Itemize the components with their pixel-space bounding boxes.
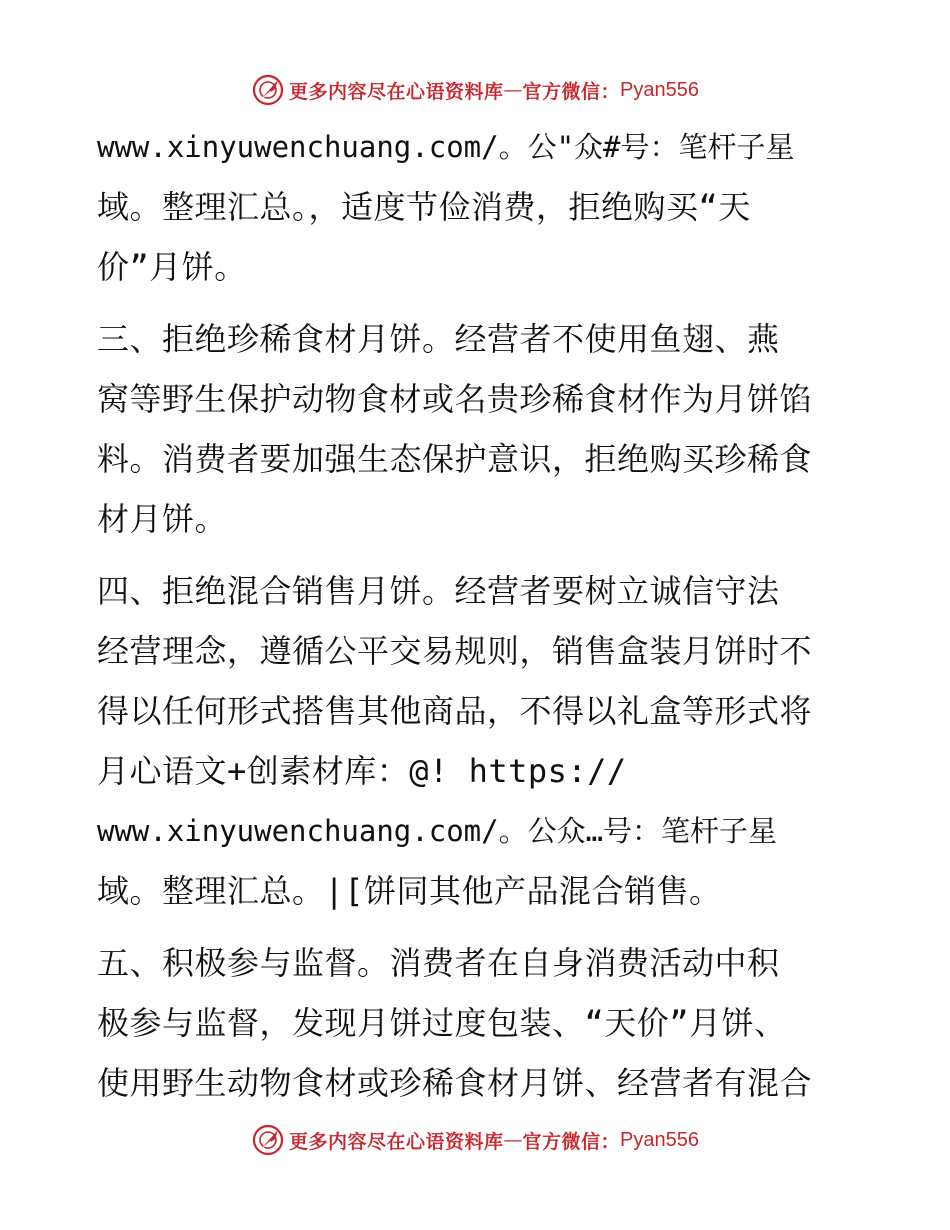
- text-line: 五、积极参与监督。消费者在自身消费活动中积: [97, 944, 780, 982]
- document-body: [97, 117, 857, 1113]
- banner-wechat-id: Pyan556: [620, 78, 699, 101]
- text-line: 域。整理汇总。|[饼同其他产品混合销售。: [97, 872, 722, 910]
- text-line: 价”月饼。: [97, 248, 247, 286]
- banner-slogan: 更多内容尽在心语资料库: [289, 1130, 504, 1153]
- footer-watermark-banner: [0, 1120, 950, 1160]
- text-line: 极参与监督，发现月饼过度包装、“天价”月饼、: [97, 1004, 787, 1042]
- text-line: www.xinyuwenchuang.com/。公众…号：笔杆子星: [97, 814, 778, 848]
- text-line: 得以任何形式搭售其他商品，不得以礼盒等形式将: [97, 692, 813, 730]
- quill-logo-icon: [251, 73, 285, 107]
- text-line: www.xinyuwenchuang.com/。公"众#号：笔杆子星: [97, 130, 795, 164]
- banner-wechat-id: Pyan556: [620, 1128, 699, 1151]
- banner-separator: —: [503, 1129, 523, 1151]
- paragraph-three: [97, 309, 857, 549]
- text-line: 四、拒绝混合销售月饼。经营者要树立诚信守法: [97, 572, 780, 610]
- text-line: 使用野生动物食材或珍稀食材月饼、经营者有混合: [97, 1064, 813, 1102]
- text-line: 月心语文+创素材库：@! https://: [97, 752, 627, 790]
- text-line: 域。整理汇总。，适度节俭消费，拒绝购买“天: [97, 188, 751, 226]
- banner-label: 官方微信：: [522, 1130, 621, 1153]
- paragraph-five: [97, 933, 857, 1113]
- text-line: 窝等野生保护动物食材或名贵珍稀食材作为月饼馅: [97, 380, 813, 418]
- text-line: 料。消费者要加强生态保护意识，拒绝购买珍稀食: [97, 440, 813, 478]
- paragraph-four: [97, 561, 857, 921]
- header-watermark-banner: [0, 70, 950, 110]
- paragraph-continuation: [97, 117, 857, 297]
- banner-label: 官方微信：: [522, 80, 621, 103]
- quill-logo-icon: [251, 1123, 285, 1157]
- banner-slogan: 更多内容尽在心语资料库: [289, 80, 504, 103]
- text-line: 经营理念，遵循公平交易规则，销售盒装月饼时不: [97, 632, 813, 670]
- banner-separator: —: [503, 79, 523, 101]
- text-line: 三、拒绝珍稀食材月饼。经营者不使用鱼翅、燕: [97, 320, 780, 358]
- text-line: 材月饼。: [97, 500, 228, 538]
